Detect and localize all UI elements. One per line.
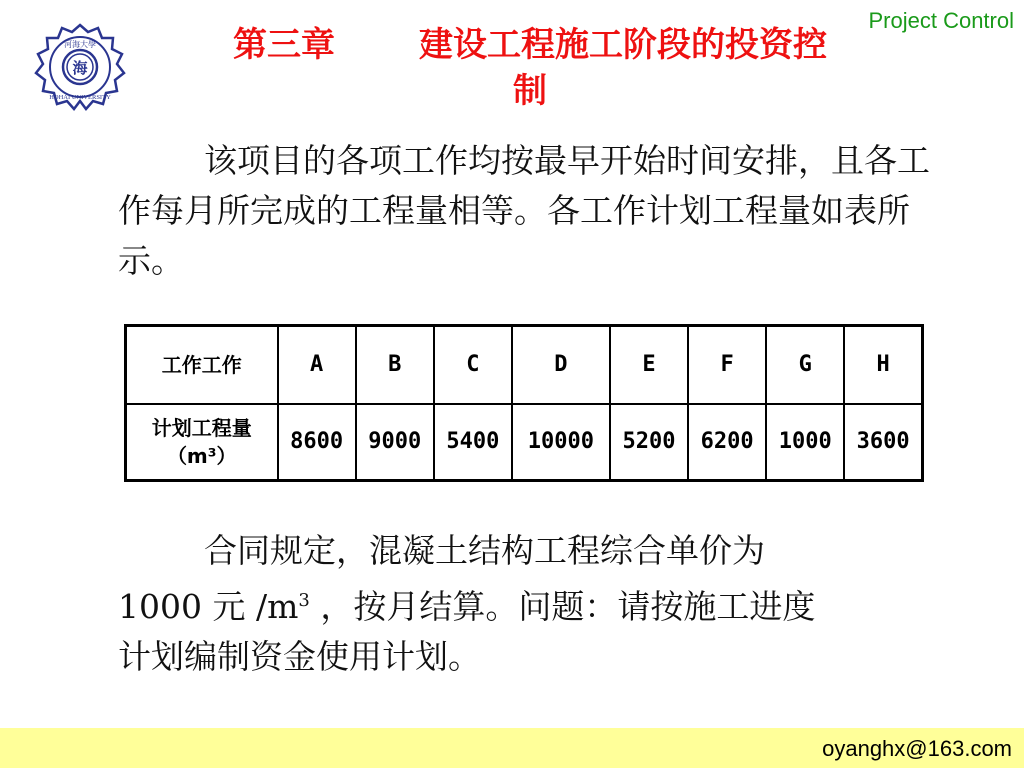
table-header-row — [126, 326, 923, 405]
column-header: G — [766, 326, 844, 405]
row-label-work: 工作工作 — [126, 326, 278, 405]
column-header: C — [434, 326, 512, 405]
quantity-cell: 10000 — [512, 404, 610, 481]
question-line-3: 计划编制资金使用计划。 — [118, 637, 481, 676]
question-line-1: 合同规定，混凝土结构工程综合单价为 — [204, 531, 765, 570]
row-label-line-1: 计划工程量 — [151, 416, 252, 440]
quantity-cell: 1000 — [766, 404, 844, 481]
quantity-cell: 8600 — [278, 404, 356, 481]
quantity-cell: 5400 — [434, 404, 512, 481]
footer-email: oyanghx@163.com — [822, 736, 1012, 761]
row-label-line-2: （m³） — [166, 444, 237, 468]
quantity-cell: 3600 — [844, 404, 922, 481]
slide-title — [150, 22, 910, 114]
question-line-2-end: ，按月结算。问题：请按施工进度 — [309, 587, 816, 626]
intro-paragraph — [118, 136, 948, 286]
chapter-label: 第三章 — [233, 25, 335, 65]
title-line-1: 建设工程施工阶段的投资控 — [419, 25, 827, 65]
column-header: A — [278, 326, 356, 405]
planned-quantity-table — [124, 324, 924, 482]
logo-center-glyph: 海 — [72, 59, 88, 77]
brand-label: Project Control — [868, 8, 1014, 33]
logo-ring-text: HOHAI UNIVERSITY — [49, 94, 111, 101]
quantity-cell: 6200 — [688, 404, 766, 481]
column-header: B — [356, 326, 434, 405]
row-label-planned-quantity — [126, 404, 278, 481]
column-header: E — [610, 326, 688, 405]
quantity-cell: 9000 — [356, 404, 434, 481]
question-paragraph — [118, 526, 948, 682]
quantity-cell: 5200 — [610, 404, 688, 481]
logo-emblem-text: 河海大學 — [64, 40, 96, 49]
table-row — [126, 404, 923, 481]
intro-text: 该项目的各项工作均按最早开始时间安排，且各工作每月所完成的工程量相等。各工作计划工程量如表所示。 — [118, 141, 930, 280]
question-line-2-start: 1000 元 /m — [118, 587, 299, 626]
column-header: D — [512, 326, 610, 405]
column-header: H — [844, 326, 922, 405]
university-logo — [28, 22, 132, 112]
unit-superscript: 3 — [298, 590, 310, 611]
title-line-2: 制 — [513, 71, 547, 111]
column-header: F — [688, 326, 766, 405]
